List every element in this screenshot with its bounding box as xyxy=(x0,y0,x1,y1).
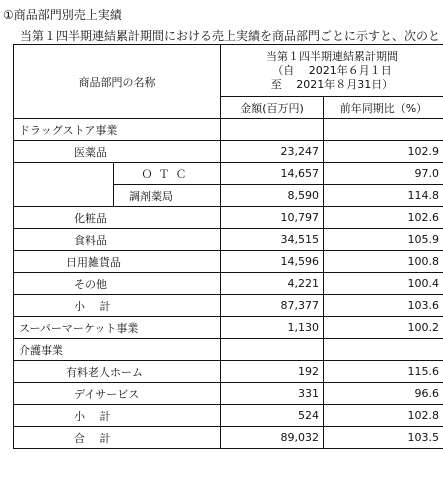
name-header xyxy=(14,45,221,119)
category-name: その他 xyxy=(14,273,221,295)
table-row-nursing-subtotal xyxy=(14,405,443,427)
subcategory-name: ＯＴＣ xyxy=(114,163,221,185)
table-row-otc xyxy=(14,163,443,185)
category-name: 有料老人ホーム xyxy=(14,361,221,383)
indent-spacer xyxy=(14,163,114,207)
category-name: スーパーマーケット事業 xyxy=(14,317,221,339)
table-row-drug-subtotal xyxy=(14,295,443,317)
amount-cell: 14,596 xyxy=(221,251,324,273)
amount-cell: 23,247 xyxy=(221,141,324,163)
section-label: 介護事業 xyxy=(14,339,221,361)
subtotal-label: 小 計 xyxy=(14,295,221,317)
amount-cell: 89,032 xyxy=(221,427,324,449)
amount-cell: 4,221 xyxy=(221,273,324,295)
yoy-cell: 103.6 xyxy=(324,295,443,317)
section-row-nursing xyxy=(14,339,443,361)
category-name: 日用雑貨品 xyxy=(14,251,221,273)
yoy-cell: 96.6 xyxy=(324,383,443,405)
empty-cell xyxy=(324,119,443,141)
period-line-to: 至 2021年８月31日） xyxy=(270,77,394,91)
category-name: デイサービス xyxy=(14,383,221,405)
amount-cell: 34,515 xyxy=(221,229,324,251)
section-heading: ①商品部門別売上実績 xyxy=(3,8,122,22)
empty-cell xyxy=(221,119,324,141)
yoy-cell: 115.6 xyxy=(324,361,443,383)
name-header-label: 商品部門の名称 xyxy=(78,75,156,89)
subcategory-name: 調剤薬局 xyxy=(114,185,221,207)
empty-cell xyxy=(324,339,443,361)
yoy-cell: 100.4 xyxy=(324,273,443,295)
amount-cell: 8,590 xyxy=(221,185,324,207)
yoy-cell: 105.9 xyxy=(324,229,443,251)
yoy-cell: 114.8 xyxy=(324,185,443,207)
yoy-cell: 102.8 xyxy=(324,405,443,427)
table-row-total xyxy=(14,427,443,449)
amount-header: 金額(百万円) xyxy=(221,97,324,119)
subtotal-label: 小 計 xyxy=(14,405,221,427)
yoy-cell: 100.2 xyxy=(324,317,443,339)
header-row xyxy=(14,45,443,97)
yoy-cell: 97.0 xyxy=(324,163,443,185)
yoy-header: 前年同期比（%） xyxy=(324,97,443,119)
yoy-cell: 102.9 xyxy=(324,141,443,163)
period-line-from: （自 2021年６月１日 xyxy=(272,63,392,77)
amount-cell: 87,377 xyxy=(221,295,324,317)
yoy-cell: 102.6 xyxy=(324,207,443,229)
intro-text: 当第１四半期連結累計期間における売上実績を商品部門ごとに示すと、次のと xyxy=(20,29,441,43)
category-name: 化粧品 xyxy=(14,207,221,229)
period-line-title: 当第１四半期連結累計期間 xyxy=(266,49,398,63)
table-row-pharma xyxy=(14,141,443,163)
table-row-day-service xyxy=(14,383,443,405)
amount-cell: 1,130 xyxy=(221,317,324,339)
section-row-drugstore xyxy=(14,119,443,141)
sales-table xyxy=(13,44,443,449)
table-row-other xyxy=(14,273,443,295)
table-row-supermarket xyxy=(14,317,443,339)
empty-cell xyxy=(221,339,324,361)
amount-cell: 331 xyxy=(221,383,324,405)
category-name: 医薬品 xyxy=(14,141,221,163)
section-label: ドラッグストア事業 xyxy=(14,119,221,141)
table-row-food xyxy=(14,229,443,251)
table-row-nursing-home xyxy=(14,361,443,383)
category-name: 食料品 xyxy=(14,229,221,251)
amount-cell: 524 xyxy=(221,405,324,427)
amount-cell: 192 xyxy=(221,361,324,383)
amount-cell: 10,797 xyxy=(221,207,324,229)
period-header xyxy=(221,45,443,97)
table-row-daily xyxy=(14,251,443,273)
amount-cell: 14,657 xyxy=(221,163,324,185)
table-row-cosmetics xyxy=(14,207,443,229)
yoy-cell: 100.8 xyxy=(324,251,443,273)
yoy-cell: 103.5 xyxy=(324,427,443,449)
total-label: 合 計 xyxy=(14,427,221,449)
